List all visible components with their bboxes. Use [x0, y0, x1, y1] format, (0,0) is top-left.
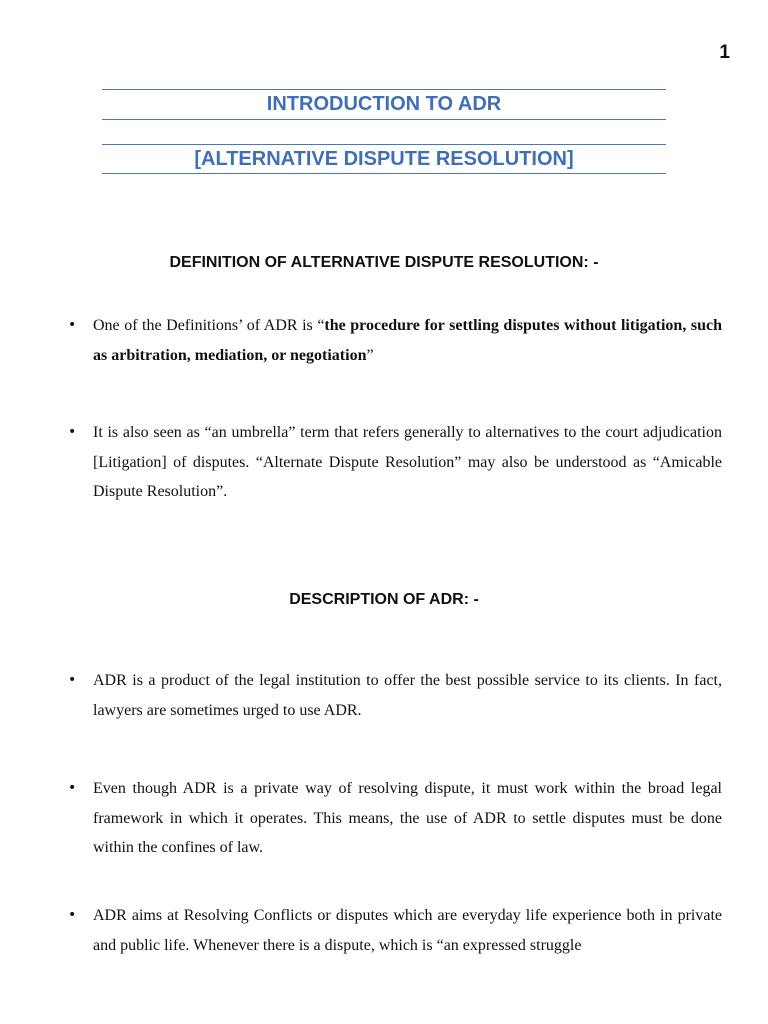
bullet-icon: • [68, 907, 77, 923]
bullet-text: ADR aims at Resolving Conflicts or disputes which are everyday life experience both in private and public life. Whenever there is a dispute, which is “an expressed struggle [93, 907, 722, 954]
description-bullet-2 [68, 774, 722, 863]
bullet-text: Even though ADR is a private way of resolving dispute, it must work within the broad legal framework in which it operates. This means, the use of ADR to settle disputes must be done within the confines of law. [93, 780, 722, 856]
document-subtitle: [ALTERNATIVE DISPUTE RESOLUTION] [102, 144, 666, 174]
bullet-text-tail: ” [366, 346, 374, 364]
bullet-text [93, 311, 722, 370]
bullet-text-lead: One of the Definitions’ of ADR is “ [93, 317, 325, 334]
description-bullet-1 [68, 666, 722, 725]
document-title: INTRODUCTION TO ADR [102, 89, 666, 120]
bullet-icon: • [68, 317, 77, 333]
bullet-icon: • [68, 672, 77, 688]
bullet-text: ADR is a product of the legal institution to offer the best possible service to its clients. In fact, lawyers are sometimes urged to use ADR. [93, 672, 722, 719]
bullet-text: It is also seen as “an umbrella” term that refers generally to alternatives to the court adjudication [Litigation] of disputes. “Alternate Dispute Resolution” may also be understood as “Amicable Dispute Resolution”. [93, 424, 722, 500]
description-bullet-3 [68, 901, 722, 960]
page-number: 1 [719, 42, 730, 63]
definition-bullet-1 [68, 311, 722, 370]
bullet-text-emphasis: the procedure for settling disputes without litigation, such as arbitration, mediation, or negotiation [93, 317, 722, 364]
bullet-icon: • [68, 780, 77, 796]
description-heading: DESCRIPTION OF ADR: - [289, 591, 479, 608]
bullet-icon: • [68, 424, 77, 440]
definition-bullet-2 [68, 418, 722, 507]
definition-heading: DEFINITION OF ALTERNATIVE DISPUTE RESOLUTION: - [169, 254, 599, 271]
